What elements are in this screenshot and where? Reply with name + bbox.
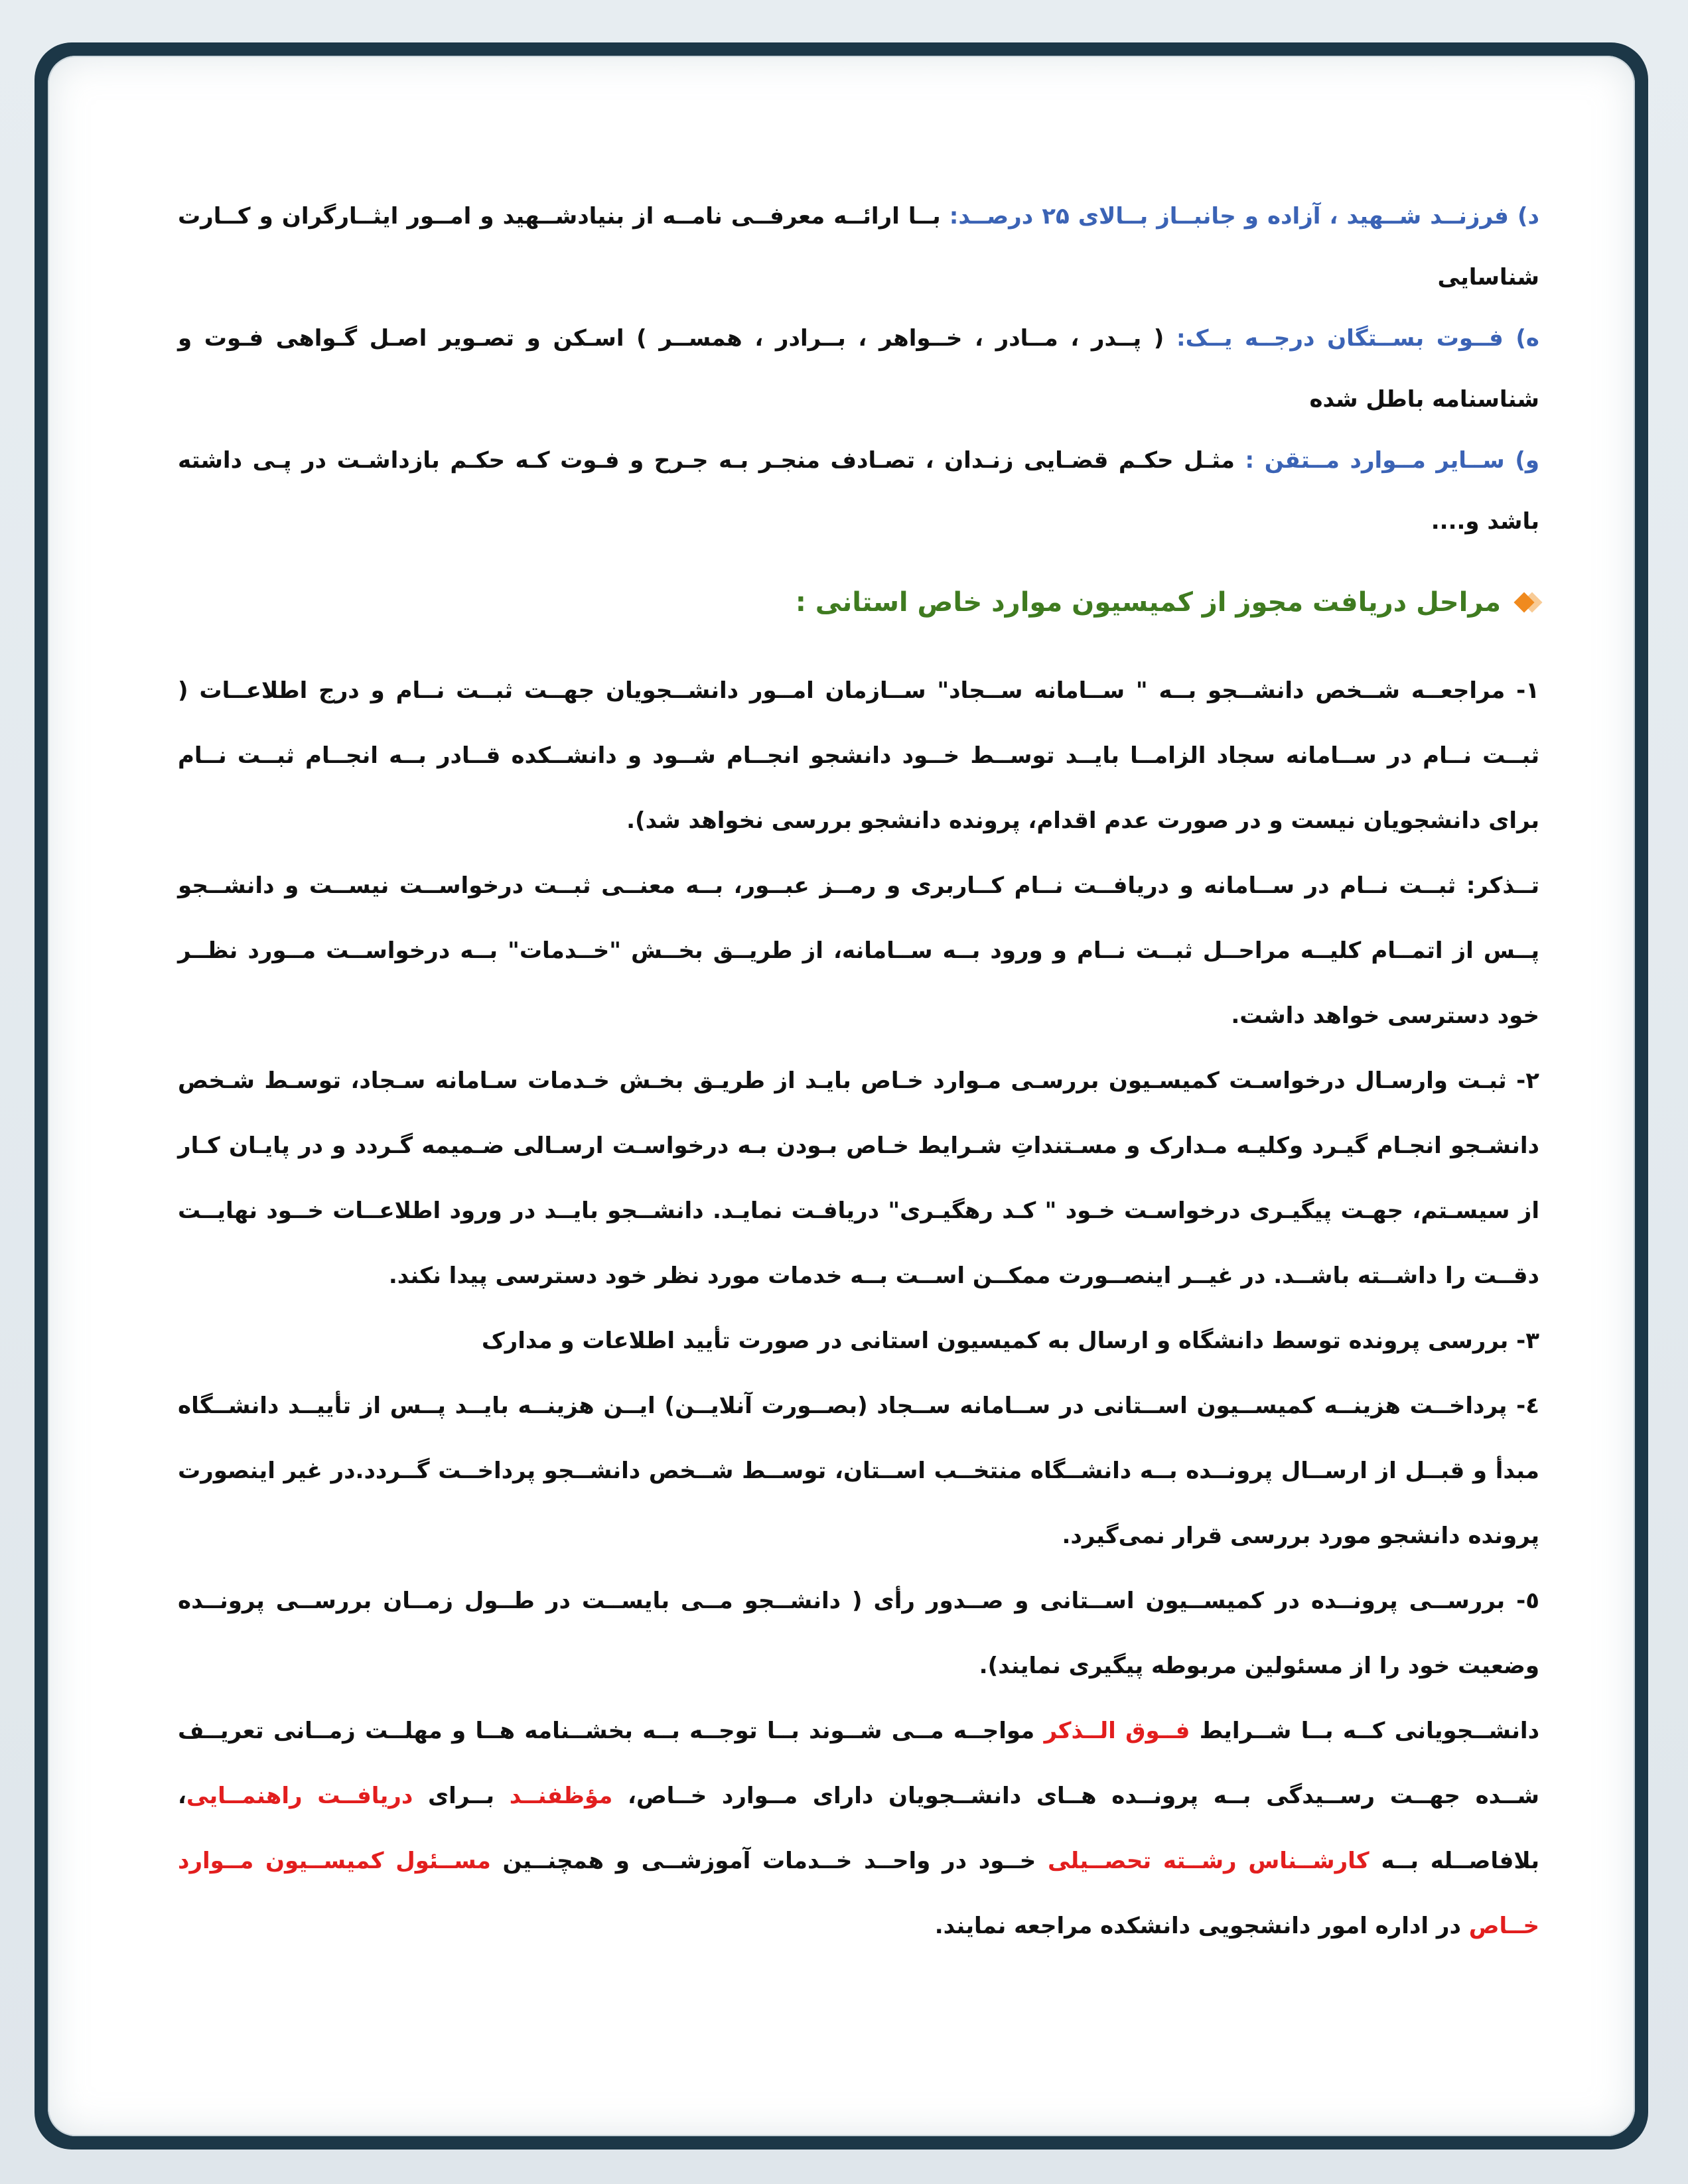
closing-text-2: مواجــه مــی شــوند بــا توجــه بــه بخشــنامه هــا و مهلــت زمــانی تعريــف شــده جهــت رســيدگی بــه پرونــده هــای دانشــجويان دارای مــوارد خــاص، [178,1718,1539,1809]
closing-text-5: خــود در واحــد خــدمات آموزشــی و همچنــين [490,1848,1048,1874]
closing-text-4: ، بلافاصــله بــه [178,1783,1540,1874]
section-heading-text: مراحل دريافت مجوز از کميسيون موارد خاص استانی : [795,587,1501,618]
document-body [178,186,1539,1958]
item-h [178,308,1539,430]
step-3: ٣- بررسی پرونده توسط دانشگاه و ارسال به كميسيون استانی در صورت تأييد اطلاعات و مدارک [481,1328,1539,1354]
document-page [48,56,1635,2136]
item-h-label: ه) فــوت بســتگان درجــه يــک: [1176,325,1539,352]
step-1-note: تــذکر: ثبــت نــام در ســامانه و دريافــت نــام كــاربری و رمــز عبــور، بــه معنــی ثبــت درخواســت نيســت و دانشــجو پــس از اتمــام كليــه مراحــل ثبــت نــام و ورود بــه ســامانه، از طريــق بخــش "خــدمات" بــه درخواســت مــورد نظــر خود دسترسی خواهد داشت. [178,872,1539,1029]
item-v-text: مثـل حكـم قضـايی زنـدان ، تصـادف منجـر بـه جـرح و فـوت کـه حكـم بازداشـت در پـی داشته باشد و.... [178,447,1539,535]
closing-text-3: بــرای [413,1783,510,1809]
closing-text-6: در اداره امور دانشجويی دانشكده مراجعه نمايند. [934,1913,1469,1939]
closing-paragraph [178,1698,1539,1958]
closing-text-1: دانشــجويانی كــه بــا شــرايط [1190,1718,1540,1744]
highlight-commission-officer: مســئول كميســيون مــوارد خــاص [178,1848,1539,1939]
step-4: ٤- پرداخــت هزينــه كميســيون اســتانی در ســامانه ســجاد (بصــورت آنلايــن) ايــن هزينــه بايــد پــس از تأييــد دانشــگاه مبدأ و قبــل از ارســال پرونــده بــه دانشــگاه منتخــب اســتان، توســط شــخص دانشــجو پرداخــت گــردد.در غير اينصورت پرونده دانشجو مورد بررسی قرار نمی‌گيرد. [178,1393,1539,1549]
item-d-label: د) فرزنــد شــهيد ، آزاده و جانبــاز بــالای ۲۵ درصــد: [949,203,1539,230]
item-d [178,186,1539,308]
item-h-text: ( پــدر ، مــادر ، خــواهر ، بــرادر ، همســر ) اسـکن و تصـوير اصـل گـواهی فـوت و شناسنامه باطل شده [178,325,1539,413]
highlight-field-expert: كارشــناس رشــته تحصــيلی [1047,1848,1370,1874]
item-d-text: بــا ارائــه معرفــی نامــه از بنيادشــهيد و امــور ايثــارگران و كــارت شناسايی [178,203,1539,291]
highlight-obliged: مؤظفنــد [509,1783,613,1809]
step-2: ٢- ثبـت وارسـال درخواسـت كميسـيون بررسـی مـوارد خـاص بايـد از طريـق بخـش خـدمات سـامانه سـجاد، توسـط شـخص دانشـجو انجـام گيـرد وكليـه مـدارک و مسـتنداتِ شـرايط خـاص بـودن بـه درخواسـت ارسـالی ضـميمه گـردد و در پايـان كـار از سيسـتم، جهـت پيگيـری درخواسـت خـود " كـد رهگيـری" دريافـت نمايـد. دانشــجو بايــد در ورود اطلاعــات خــود نهايــت دقــت را داشــته باشــد. در غيــر اينصــورت ممكــن اســت بــه خدمات مورد نظر خود دسترسی پيدا نكند. [178,1067,1539,1289]
section-heading [178,576,1539,629]
diamond-bullet-icon [1515,590,1539,614]
step-5: ٥- بررســی پرونــده در كميســيون اســتانی و صــدور رأی ( دانشــجو مــی بايســت در طــول زمــان بررســی پرونــده وضعيت خود را از مسئولين مربوطه پيگيری نمايند). [178,1588,1539,1679]
item-v-label: و) ســاير مــوارد مــتقن : [1245,447,1539,474]
item-v [178,430,1539,552]
highlight-mentioned-conditions: فــوق الــذکر [1044,1718,1190,1744]
highlight-get-guidance: دريافــت راهنمــايی [186,1783,413,1809]
step-1: ١- مراجعــه شــخص دانشــجو بــه " ســامانه ســجاد" ســازمان امــور دانشــجويان جهــت ثبــت نــام و درج اطلاعــات ( ثبــت نــام در ســامانه سجاد الزامــا بايــد توســط خــود دانشجو انجــام شــود و دانشــكده قــادر بــه انجــام ثبــت نــام برای دانشجويان نيست و در صورت عدم اقدام، پرونده دانشجو بررسی نخواهد شد). [178,677,1539,834]
